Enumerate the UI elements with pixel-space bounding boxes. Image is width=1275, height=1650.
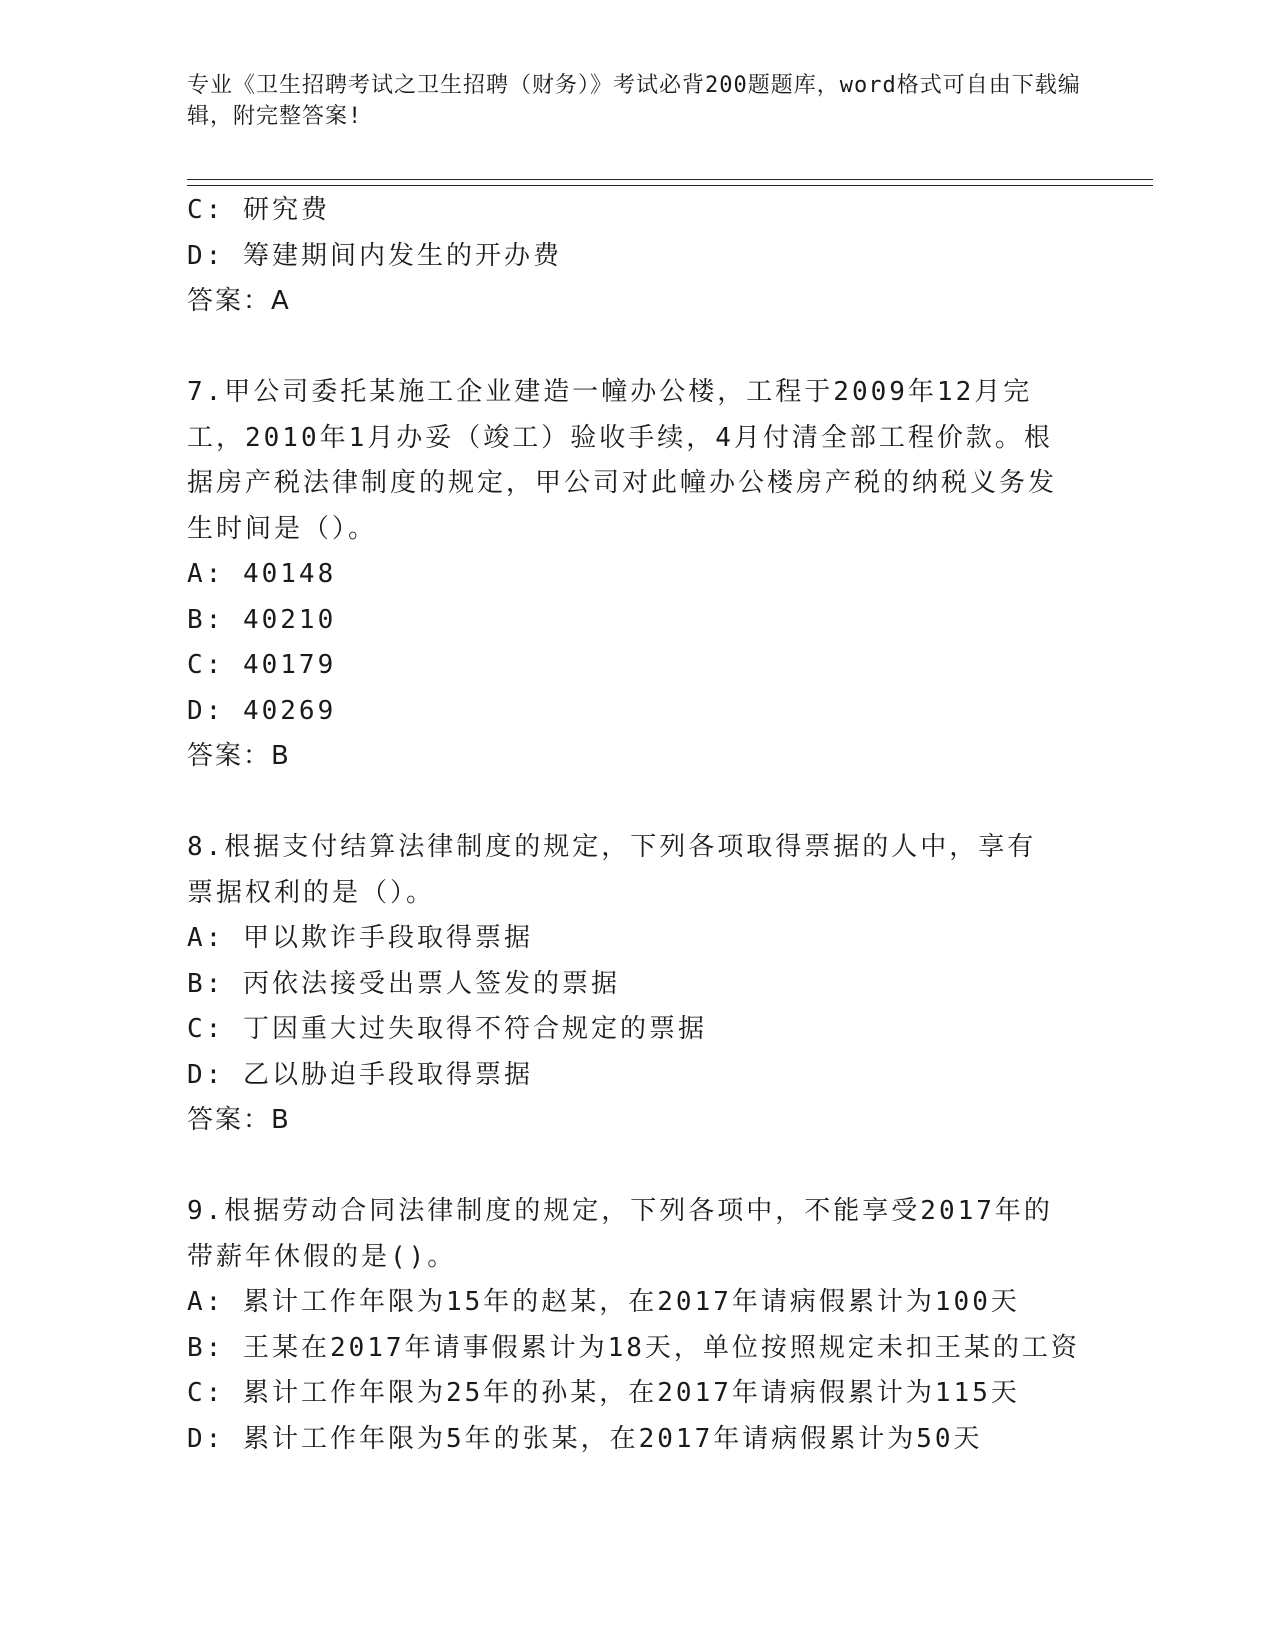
document-header: 专业《卫生招聘考试之卫生招聘（财务）》考试必背200题题库，word格式可自由下载编辑，附完整答案!	[187, 73, 1081, 129]
question-9	[187, 1189, 1087, 1462]
option-a: A: 累计工作年限为15年的赵某，在2017年请病假累计为100天	[187, 1287, 1020, 1317]
option-b: B: 王某在2017年请事假累计为18天，单位按照规定未扣王某的工资	[187, 1332, 1080, 1363]
spacer	[187, 325, 1087, 371]
option-b: B: 丙依法接受出票人签发的票据	[187, 968, 620, 999]
option-d: D: 40269	[187, 695, 337, 726]
option-a: A: 甲以欺诈手段取得票据	[187, 923, 533, 953]
option-d: D: 累计工作年限为5年的张某，在2017年请病假累计为50天	[187, 1423, 983, 1454]
option-c: C: 累计工作年限为25年的孙某，在2017年请病假累计为115天	[187, 1378, 1020, 1408]
answer-line: 答案：A	[187, 286, 291, 316]
question-8	[187, 825, 1087, 1144]
option-c: C: 研究费	[187, 195, 330, 225]
spacer	[187, 1144, 1087, 1190]
header-rule-bottom	[187, 185, 1153, 186]
question-stem: 7.甲公司委托某施工企业建造一幢办公楼，工程于2009年12月完工，2010年1月办妥（竣工）验收手续，4月付清全部工程价款。根据房产税法律制度的规定，甲公司对此幢办公楼房产税的纳税义务发生时间是（）。	[187, 377, 1058, 544]
spacer	[187, 780, 1087, 826]
option-a: A: 40148	[187, 559, 337, 589]
question-stem: 8.根据支付结算法律制度的规定，下列各项取得票据的人中，享有票据权利的是（）。	[187, 832, 1037, 908]
question-6-continued	[187, 188, 1087, 325]
option-c: C: 40179	[187, 650, 337, 680]
option-b: B: 40210	[187, 604, 337, 635]
option-d: D: 筹建期间内发生的开办费	[187, 240, 562, 271]
header-rule-top	[187, 179, 1153, 180]
option-c: C: 丁因重大过失取得不符合规定的票据	[187, 1014, 707, 1044]
question-7	[187, 370, 1087, 780]
answer-line: 答案：B	[187, 1105, 291, 1135]
answer-line: 答案：B	[187, 741, 291, 771]
question-stem: 9.根据劳动合同法律制度的规定，下列各项中，不能享受2017年的带薪年休假的是()。	[187, 1196, 1053, 1272]
document-body	[187, 188, 1087, 1462]
option-d: D: 乙以胁迫手段取得票据	[187, 1059, 533, 1090]
